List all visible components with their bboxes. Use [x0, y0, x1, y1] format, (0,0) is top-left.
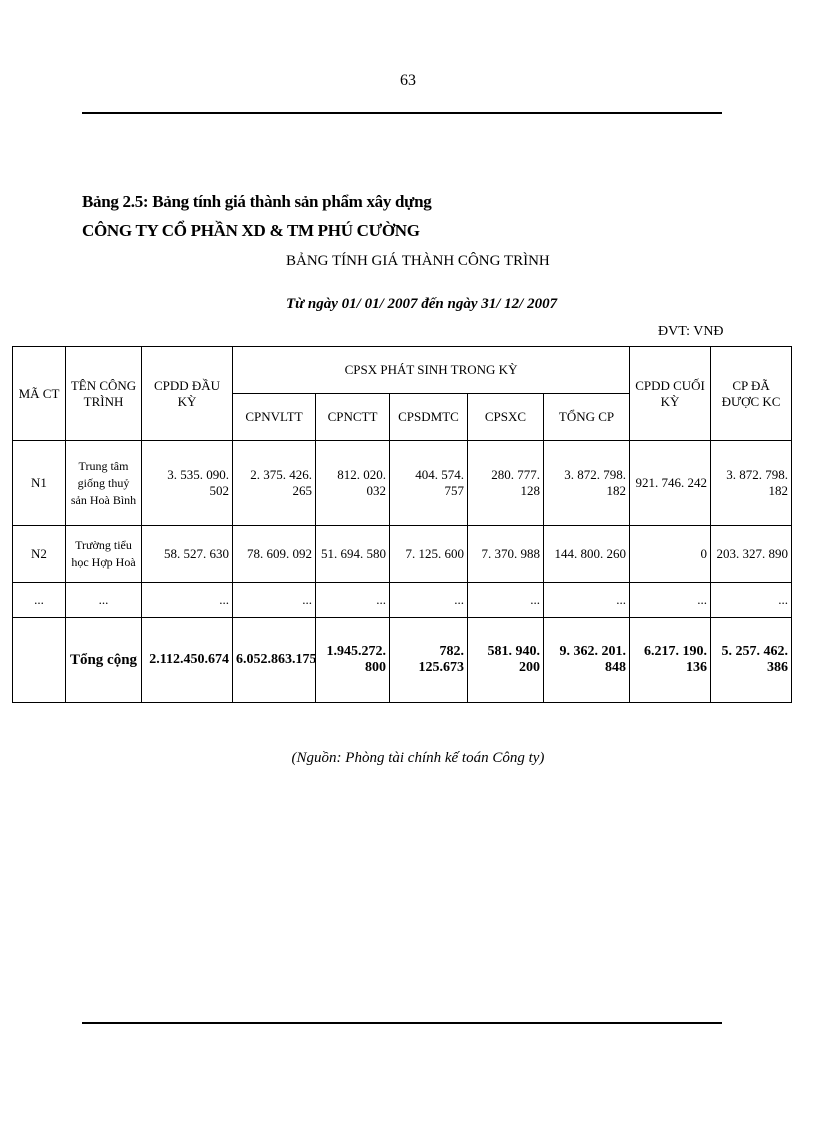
col-header-cpsdmtc: CPSDMTC	[390, 394, 468, 441]
col-header-ten-cong-trinh: TÊN CÔNG TRÌNH	[66, 347, 142, 441]
cell-code: N1	[13, 441, 66, 526]
cell-name: Trung tâm giống thuỷ sản Hoà Bình	[66, 441, 142, 526]
cell-cpdd-dau-ky: 58. 527. 630	[142, 526, 233, 583]
total-label: Tổng cộng	[66, 618, 142, 703]
cell-cpsxc: 7. 370. 988	[468, 526, 544, 583]
cell-tong-cp: ...	[544, 583, 630, 618]
cell-name: ...	[66, 583, 142, 618]
total-cpsdmtc: 782. 125.673	[390, 618, 468, 703]
col-header-tong-cp: TỔNG CP	[544, 394, 630, 441]
cell-cpdd-dau-ky: 3. 535. 090. 502	[142, 441, 233, 526]
table-row	[13, 583, 792, 618]
cell-cp-da-kc: 3. 872. 798. 182	[711, 441, 792, 526]
table-caption: Bảng 2.5: Bảng tính giá thành sản phẩm xây dựng	[82, 192, 432, 211]
cell-cpsdmtc: ...	[390, 583, 468, 618]
col-header-cpsxc: CPSXC	[468, 394, 544, 441]
col-header-cpnvltt: CPNVLTT	[233, 394, 316, 441]
cell-cpnctt: 51. 694. 580	[316, 526, 390, 583]
header-row	[13, 347, 792, 394]
cell-cpnvltt: 78. 609. 092	[233, 526, 316, 583]
col-header-cpdd-dau-ky: CPDD ĐẦU KỲ	[142, 347, 233, 441]
report-period: Từ ngày 01/ 01/ 2007 đến ngày 31/ 12/ 2007	[286, 296, 558, 312]
cell-cpdd-dau-ky: ...	[142, 583, 233, 618]
cell-cpsxc: 280. 777. 128	[468, 441, 544, 526]
cell-cpnvltt: 2. 375. 426. 265	[233, 441, 316, 526]
total-tong-cp: 9. 362. 201. 848	[544, 618, 630, 703]
total-cpnctt: 1.945.272. 800	[316, 618, 390, 703]
total-cpdd-cuoi-ky: 6.217. 190. 136	[630, 618, 711, 703]
report-title: BẢNG TÍNH GIÁ THÀNH CÔNG TRÌNH	[286, 253, 550, 269]
cell-cpsdmtc: 404. 574. 757	[390, 441, 468, 526]
total-row	[13, 618, 792, 703]
table-row	[13, 441, 792, 526]
cell-cpnctt: ...	[316, 583, 390, 618]
cell-tong-cp: 3. 872. 798. 182	[544, 441, 630, 526]
source-note: (Nguồn: Phòng tài chính kế toán Công ty)	[291, 750, 545, 766]
table-row	[13, 526, 792, 583]
col-header-cp-da-kc: CP ĐÃ ĐƯỢC KC	[711, 347, 792, 441]
total-cpsxc: 581. 940. 200	[468, 618, 544, 703]
cell-cpsxc: ...	[468, 583, 544, 618]
total-cpnvltt: 6.052.863.175	[233, 618, 316, 703]
cell-cpdd-cuoi-ky: 921. 746. 242	[630, 441, 711, 526]
cell-cp-da-kc: 203. 327. 890	[711, 526, 792, 583]
total-cpdd-dau-ky: 2.112.450.674	[142, 618, 233, 703]
top-rule	[82, 112, 722, 114]
col-header-cpdd-cuoi-ky: CPDD CUỐI KỲ	[630, 347, 711, 441]
cell-code-empty	[13, 618, 66, 703]
bottom-rule	[82, 1022, 722, 1024]
cell-tong-cp: 144. 800. 260	[544, 526, 630, 583]
col-header-cpnctt: CPNCTT	[316, 394, 390, 441]
cell-name: Trường tiểu học Hợp Hoà	[66, 526, 142, 583]
cell-cpdd-cuoi-ky: 0	[630, 526, 711, 583]
cell-cpdd-cuoi-ky: ...	[630, 583, 711, 618]
page-number: 63	[400, 72, 416, 89]
col-header-ma-ct: MÃ CT	[13, 347, 66, 441]
cell-code: ...	[13, 583, 66, 618]
cell-cpnctt: 812. 020. 032	[316, 441, 390, 526]
col-header-cpsx-phat-sinh: CPSX PHÁT SINH TRONG KỲ	[233, 347, 630, 394]
cell-cpsdmtc: 7. 125. 600	[390, 526, 468, 583]
cost-table	[12, 346, 792, 703]
company-name: CÔNG TY CỔ PHẦN XD & TM PHÚ CƯỜNG	[82, 221, 420, 240]
cell-cp-da-kc: ...	[711, 583, 792, 618]
cell-cpnvltt: ...	[233, 583, 316, 618]
total-cp-da-kc: 5. 257. 462. 386	[711, 618, 792, 703]
currency-unit: ĐVT: VNĐ	[658, 324, 724, 339]
cell-code: N2	[13, 526, 66, 583]
